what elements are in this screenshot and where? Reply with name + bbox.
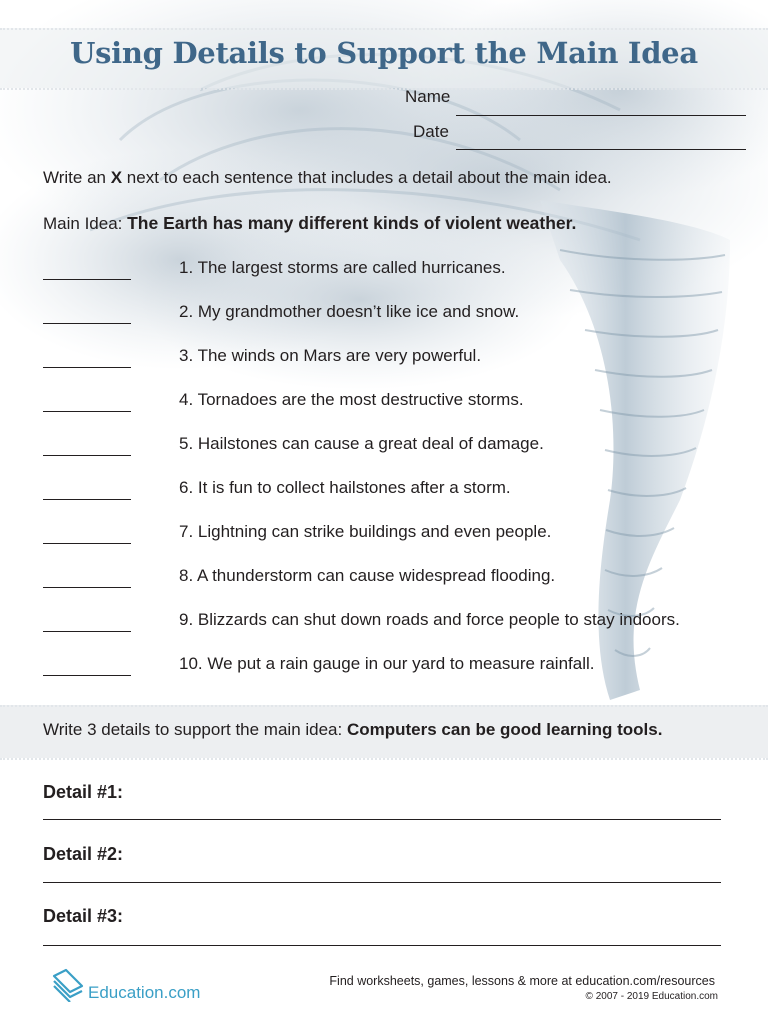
sentence-row xyxy=(43,654,743,680)
sentence-text: 2. My grandmother doesn’t like ice and snow. xyxy=(179,302,520,321)
instructions-suffix: next to each sentence that includes a detail about the main idea. xyxy=(122,168,612,187)
answer-blank[interactable] xyxy=(43,499,131,500)
footer-resources-text[interactable]: Find worksheets, games, lessons & more at education.com/resources xyxy=(329,974,715,988)
date-field[interactable] xyxy=(456,149,746,150)
task2-band-top-border xyxy=(0,705,768,707)
main-idea xyxy=(43,213,576,234)
sentence-text: 8. A thunderstorm can cause widespread flooding. xyxy=(179,566,556,585)
sentence-row xyxy=(43,346,743,372)
sentence-text: 5. Hailstones can cause a great deal of damage. xyxy=(179,434,544,453)
title-band-top-border xyxy=(0,28,768,30)
footer-copyright: © 2007 - 2019 Education.com xyxy=(585,991,718,1002)
worksheet-title: Using Details to Support the Main Idea xyxy=(70,36,698,70)
sentence-row xyxy=(43,302,743,328)
instructions-mark: X xyxy=(110,168,123,187)
sentence-text: 7. Lightning can strike buildings and even people. xyxy=(179,522,552,541)
instructions xyxy=(43,168,612,188)
detail-3-label: Detail #3: xyxy=(43,906,124,926)
sentence-row xyxy=(43,566,743,592)
sentence-text: 6. It is fun to collect hailstones after a storm. xyxy=(179,478,511,497)
date-label: Date xyxy=(413,122,449,141)
title-band-bottom-border xyxy=(0,88,768,90)
education-logo-text[interactable]: Education.com xyxy=(88,983,201,1002)
sentence-row xyxy=(43,610,743,636)
sentence-text: 10. We put a rain gauge in our yard to measure rainfall. xyxy=(179,654,595,673)
task2-instructions xyxy=(43,720,662,740)
task2-topic: Computers can be good learning tools. xyxy=(346,720,663,739)
detail-1-label: Detail #1: xyxy=(43,782,124,802)
sentence-row xyxy=(43,258,743,284)
detail-3-field[interactable] xyxy=(43,945,721,946)
main-idea-text: The Earth has many different kinds of violent weather. xyxy=(127,213,577,233)
answer-blank[interactable] xyxy=(43,631,131,632)
stacked-papers-icon xyxy=(50,966,86,1002)
answer-blank[interactable] xyxy=(43,323,131,324)
sentence-row xyxy=(43,390,743,416)
sentence-text: 9. Blizzards can shut down roads and force people to stay indoors. xyxy=(179,610,680,629)
sentence-text: 4. Tornadoes are the most destructive storms. xyxy=(179,390,524,409)
name-field[interactable] xyxy=(456,115,746,116)
sentence-row xyxy=(43,478,743,504)
instructions-prefix: Write an xyxy=(43,168,111,187)
detail-2-field[interactable] xyxy=(43,882,721,883)
answer-blank[interactable] xyxy=(43,543,131,544)
sentence-row xyxy=(43,434,743,460)
answer-blank[interactable] xyxy=(43,587,131,588)
answer-blank[interactable] xyxy=(43,367,131,368)
answer-blank[interactable] xyxy=(43,455,131,456)
sentence-text: 1. The largest storms are called hurricanes. xyxy=(179,258,506,277)
sentence-text: 3. The winds on Mars are very powerful. xyxy=(179,346,482,365)
main-idea-label: Main Idea: xyxy=(43,214,128,233)
answer-blank[interactable] xyxy=(43,675,131,676)
task2-band-bottom-border xyxy=(0,758,768,760)
answer-blank[interactable] xyxy=(43,411,131,412)
task2-prefix: Write 3 details to support the main idea: xyxy=(43,720,347,739)
answer-blank[interactable] xyxy=(43,279,131,280)
detail-1-field[interactable] xyxy=(43,819,721,820)
sentence-row xyxy=(43,522,743,548)
detail-2-label: Detail #2: xyxy=(43,844,124,864)
name-label: Name xyxy=(405,87,451,106)
